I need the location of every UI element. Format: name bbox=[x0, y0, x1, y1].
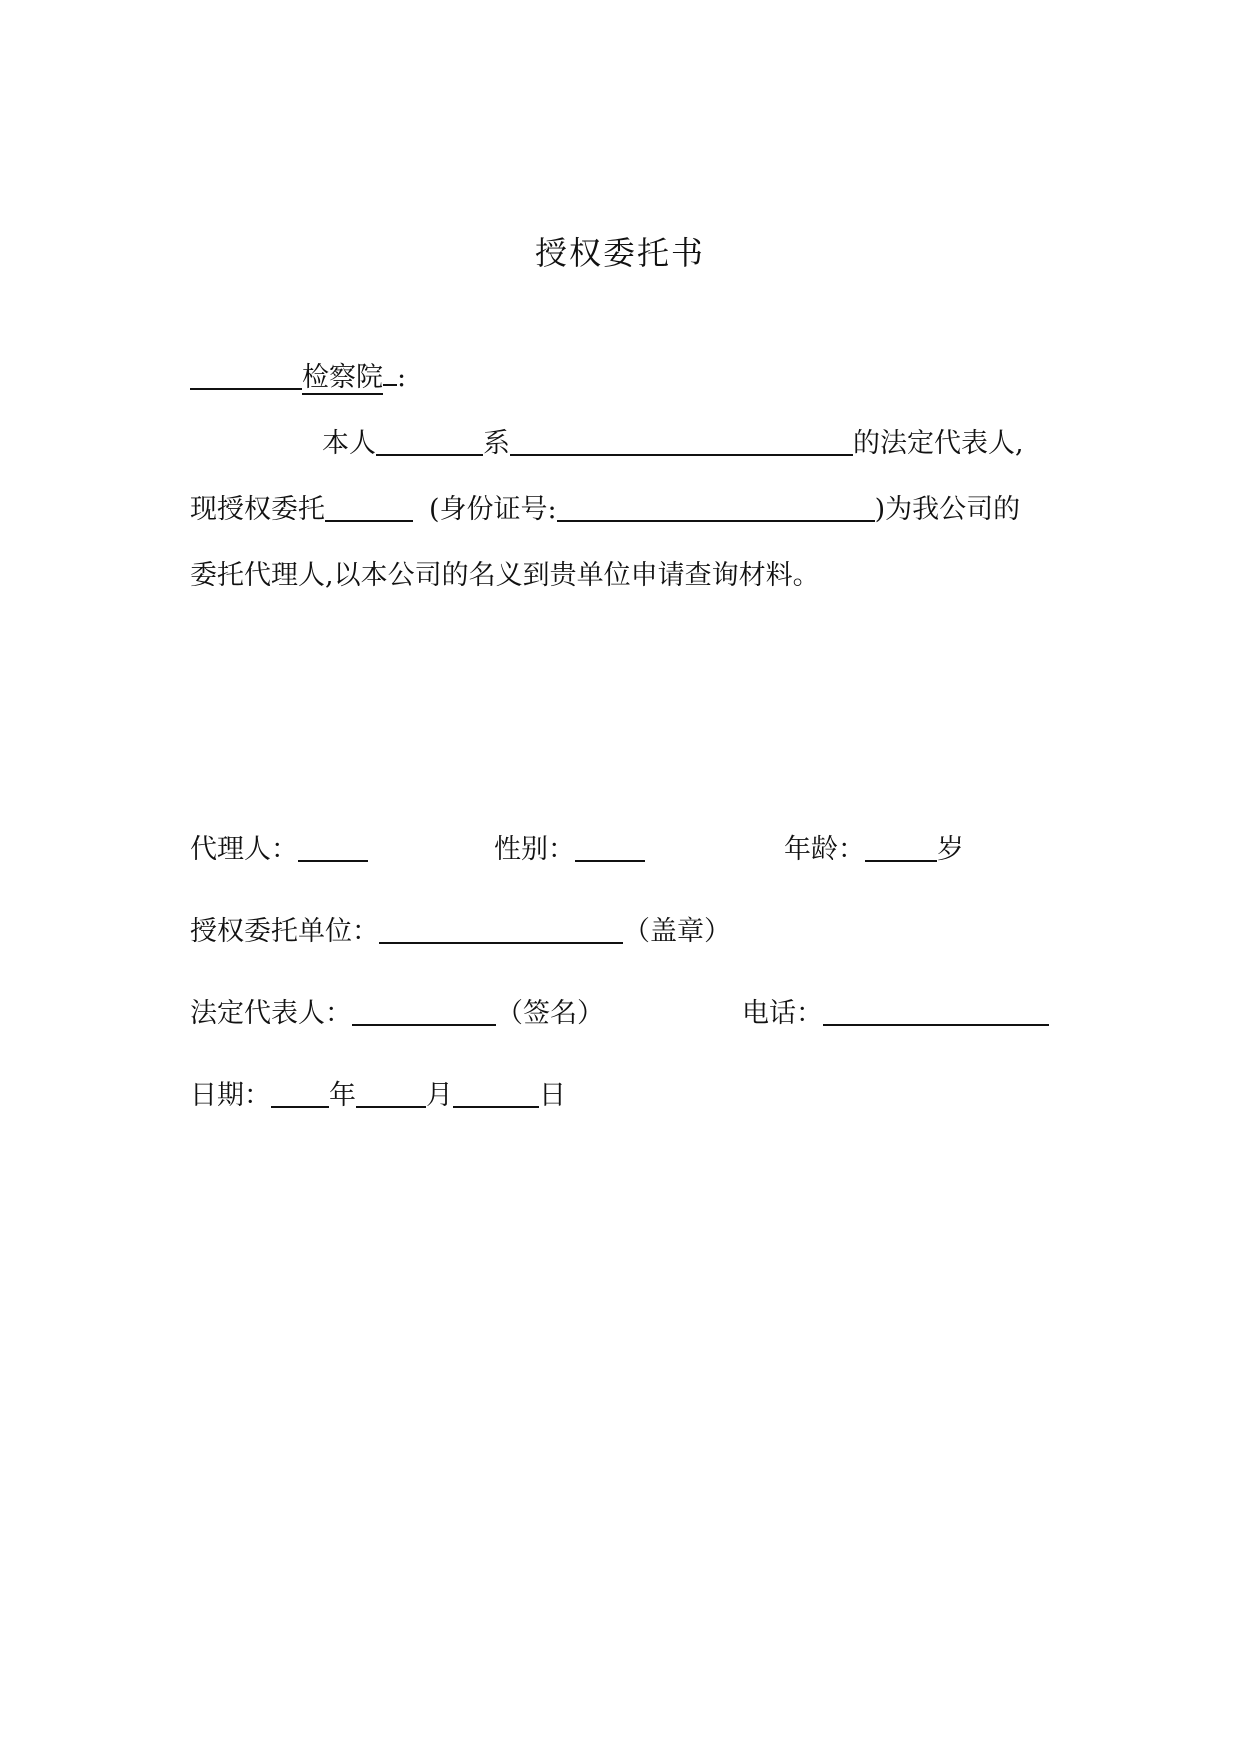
day-blank[interactable] bbox=[453, 1076, 539, 1108]
age-unit: 岁 bbox=[937, 834, 964, 865]
gender-blank[interactable] bbox=[575, 830, 645, 862]
paragraph-line-2 bbox=[190, 490, 1020, 530]
company-name-blank[interactable] bbox=[510, 424, 853, 456]
seal-note: （盖章） bbox=[623, 916, 731, 947]
phone-field bbox=[742, 994, 1049, 1034]
month-blank[interactable] bbox=[356, 1076, 426, 1108]
age-blank[interactable] bbox=[865, 830, 937, 862]
year-blank[interactable] bbox=[271, 1076, 329, 1108]
agent-name-blank[interactable] bbox=[325, 490, 413, 522]
company-agent-label: )为我公司的 bbox=[874, 494, 1021, 525]
agent-label: 代理人： bbox=[190, 834, 298, 865]
legal-rep-blank[interactable] bbox=[352, 994, 496, 1026]
paragraph-line-3: 委托代理人,以本公司的名义到贵单位申请查询材料。 bbox=[190, 560, 820, 591]
paragraph-line-1 bbox=[322, 424, 1024, 464]
recipient-underline-tail bbox=[383, 384, 397, 386]
authorize-label: 现授权委托 bbox=[190, 494, 325, 525]
age-field bbox=[784, 830, 964, 870]
unit-field bbox=[190, 912, 731, 952]
legal-rep-field bbox=[190, 994, 604, 1034]
phone-blank[interactable] bbox=[823, 994, 1049, 1026]
unit-blank[interactable] bbox=[379, 912, 623, 944]
month-label: 月 bbox=[426, 1080, 453, 1111]
gender-field bbox=[494, 830, 645, 870]
phone-label: 电话： bbox=[742, 998, 823, 1029]
date-field bbox=[190, 1076, 566, 1116]
gender-label: 性别： bbox=[494, 834, 575, 865]
legal-rep-label: 法定代表人： bbox=[190, 998, 352, 1029]
year-label: 年 bbox=[329, 1080, 356, 1111]
id-label: (身份证号: bbox=[429, 494, 557, 525]
agent-blank[interactable] bbox=[298, 830, 368, 862]
age-label: 年龄： bbox=[784, 834, 865, 865]
self-name-blank[interactable] bbox=[376, 424, 483, 456]
unit-label: 授权委托单位： bbox=[190, 916, 379, 947]
date-label: 日期： bbox=[190, 1080, 271, 1111]
recipient-line bbox=[190, 358, 406, 398]
self-label: 本人 bbox=[322, 428, 376, 459]
id-number-blank[interactable] bbox=[557, 490, 875, 522]
sign-note: （签名） bbox=[496, 998, 604, 1029]
day-label: 日 bbox=[539, 1080, 566, 1111]
recipient-blank[interactable] bbox=[190, 358, 302, 390]
recipient-colon: : bbox=[397, 362, 407, 393]
legal-rep-label: 的法定代表人, bbox=[853, 428, 1024, 459]
recipient-name: 检察院 bbox=[302, 362, 383, 393]
document-title: 授权委托书 bbox=[534, 234, 705, 272]
agent-field bbox=[190, 830, 368, 870]
relation-label: 系 bbox=[483, 428, 510, 459]
